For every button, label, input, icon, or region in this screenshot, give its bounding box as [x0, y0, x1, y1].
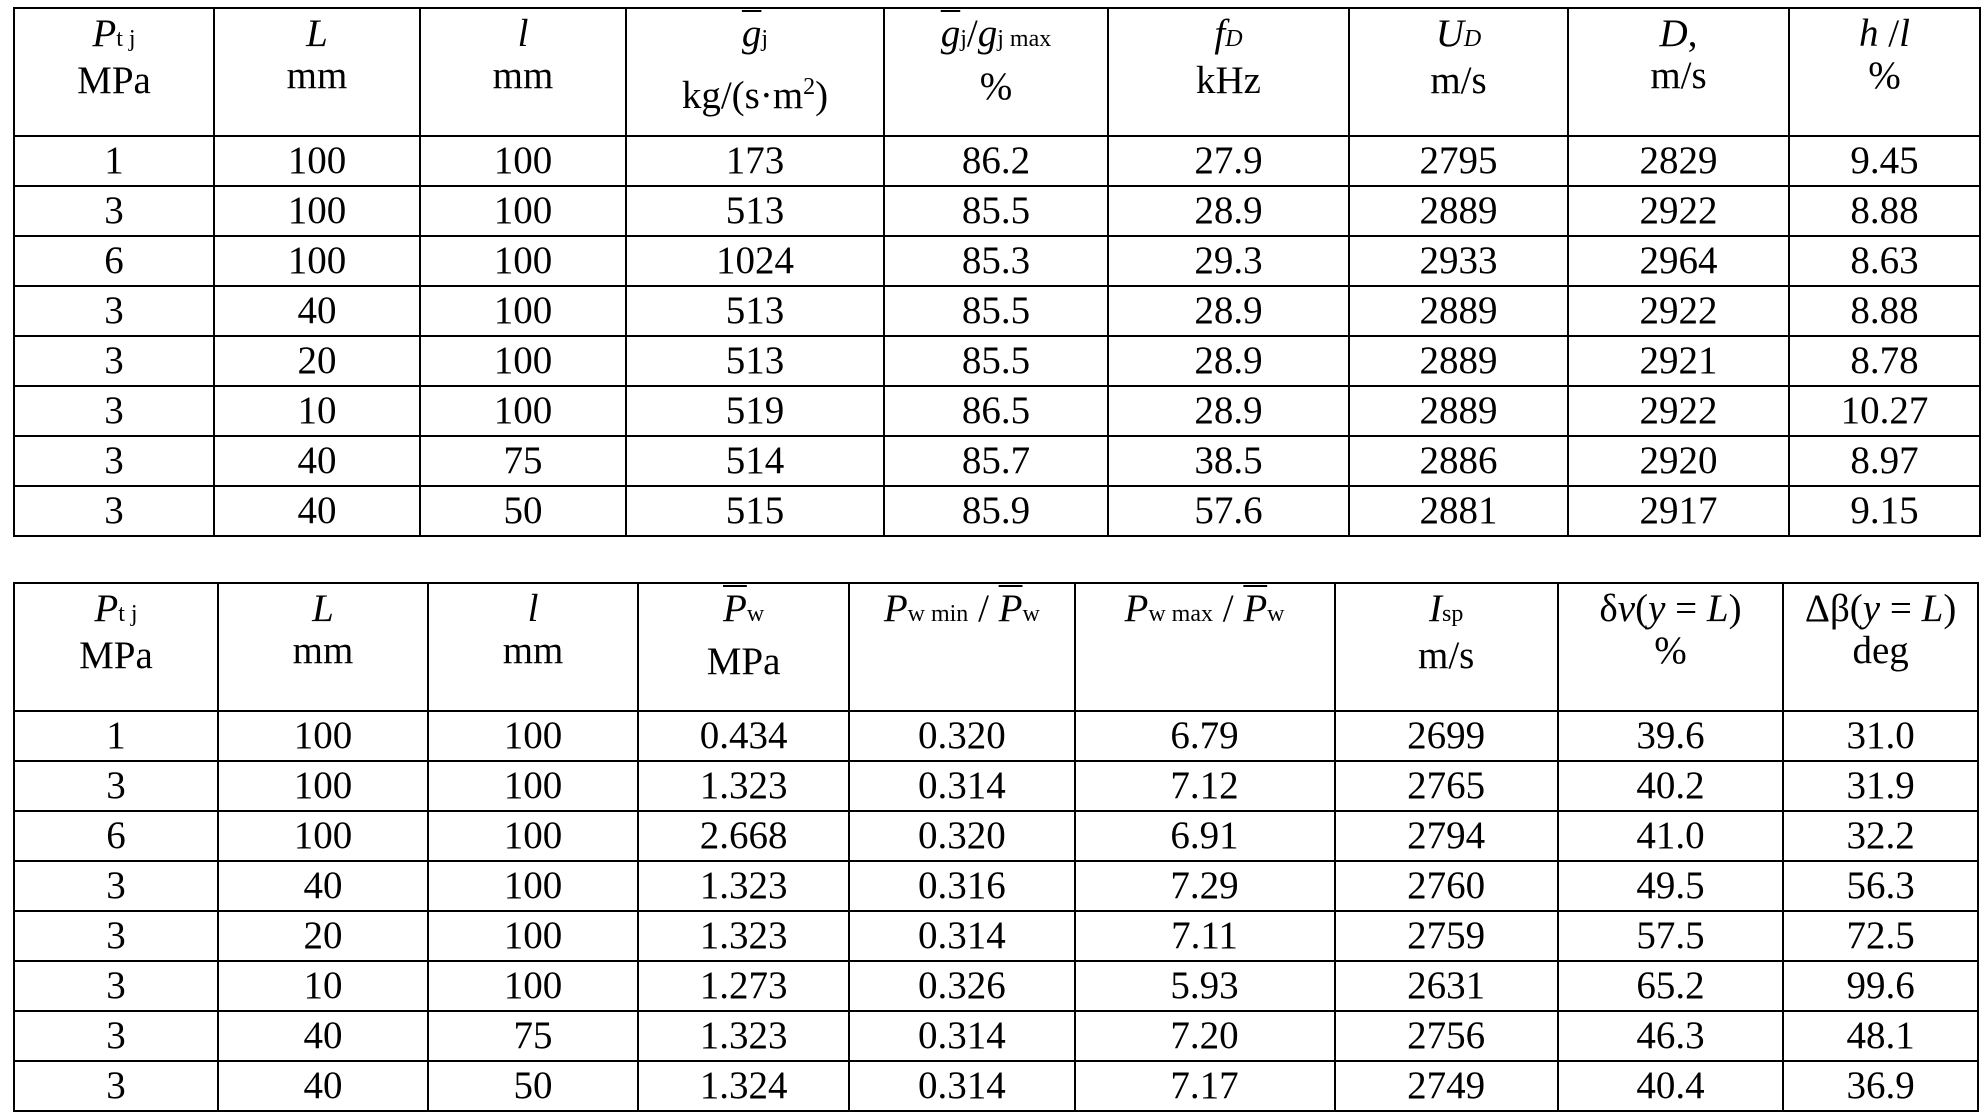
table-cell: 2922 — [1568, 286, 1789, 336]
table-cell: 3 — [14, 1011, 218, 1061]
table-cell: 8.97 — [1789, 436, 1980, 486]
table-row — [14, 711, 1978, 761]
table-cell: 100 — [428, 961, 638, 1011]
header-flux-ratio: $\overline{g}j/gj$ max % — [884, 8, 1108, 136]
table-cell: 6.91 — [1075, 811, 1335, 861]
table-row — [14, 811, 1978, 861]
table-cell: 20 — [214, 336, 420, 386]
table-cell: 100 — [420, 186, 626, 236]
table-cell: 85.5 — [884, 286, 1108, 336]
header-specific-impulse: Isp m/s — [1335, 583, 1558, 711]
table-cell: 0.314 — [849, 761, 1074, 811]
table-row — [14, 1061, 1978, 1111]
table-cell: 48.1 — [1783, 1011, 1978, 1061]
table-cell: 20 — [218, 911, 428, 961]
table-cell: 7.12 — [1075, 761, 1335, 811]
table-cell: 75 — [428, 1011, 638, 1061]
table-cell: 10 — [214, 386, 420, 436]
table-cell: 2760 — [1335, 861, 1558, 911]
table-cell: 2889 — [1349, 186, 1568, 236]
table-cell: 40 — [218, 861, 428, 911]
table-cell: 100 — [214, 186, 420, 236]
table-cell: 3 — [14, 761, 218, 811]
table-cell: 72.5 — [1783, 911, 1978, 961]
table-cell: 56.3 — [1783, 861, 1978, 911]
table-cell: 41.0 — [1558, 811, 1783, 861]
table-cell: 2759 — [1335, 911, 1558, 961]
table-cell: 40 — [218, 1011, 428, 1061]
table-cell: 100 — [214, 136, 420, 186]
table-cell: 3 — [14, 961, 218, 1011]
results-table-1 — [13, 7, 1981, 537]
table-cell: 100 — [420, 136, 626, 186]
table-cell: 7.20 — [1075, 1011, 1335, 1061]
table-cell: 85.7 — [884, 436, 1108, 486]
table-cell: 6.79 — [1075, 711, 1335, 761]
table-cell: 2889 — [1349, 386, 1568, 436]
table-cell: 2922 — [1568, 186, 1789, 236]
table-cell: 2699 — [1335, 711, 1558, 761]
table-cell: 85.3 — [884, 236, 1108, 286]
table-row — [14, 436, 1980, 486]
table-cell: 2829 — [1568, 136, 1789, 186]
table-cell: 2920 — [1568, 436, 1789, 486]
table-cell: 100 — [420, 386, 626, 436]
table-cell: 86.2 — [884, 136, 1108, 186]
table-row — [14, 336, 1980, 386]
header-mean-wall-pressure: $\overline{P}w$ MPa — [638, 583, 849, 711]
table-cell: 65.2 — [1558, 961, 1783, 1011]
table-cell: 2749 — [1335, 1061, 1558, 1111]
table-cell: 10 — [218, 961, 428, 1011]
table-cell: 2933 — [1349, 236, 1568, 286]
table-cell: 2917 — [1568, 486, 1789, 536]
table-cell: 50 — [428, 1061, 638, 1111]
table-cell: 100 — [428, 811, 638, 861]
header-detonation-velocity: UD m/s — [1349, 8, 1568, 136]
table-header-row — [14, 8, 1980, 136]
table-cell: 2889 — [1349, 286, 1568, 336]
table-cell: 3 — [14, 286, 214, 336]
table-cell: 0.320 — [849, 811, 1074, 861]
table-cell: 1.273 — [638, 961, 849, 1011]
table-cell: 39.6 — [1558, 711, 1783, 761]
table-row — [14, 761, 1978, 811]
table-cell: 28.9 — [1108, 336, 1349, 386]
table-cell: 0.314 — [849, 911, 1074, 961]
table-cell: 8.88 — [1789, 186, 1980, 236]
table-row — [14, 911, 1978, 961]
table-cell: 100 — [218, 761, 428, 811]
table-cell: 8.88 — [1789, 286, 1980, 336]
table-cell: 2964 — [1568, 236, 1789, 286]
header-pressure: Pt j MPa — [14, 8, 214, 136]
table-cell: 3 — [14, 386, 214, 436]
table-cell: 100 — [420, 236, 626, 286]
table-cell: 40 — [214, 436, 420, 486]
table-cell: 86.5 — [884, 386, 1108, 436]
table-cell: 100 — [428, 711, 638, 761]
table-cell: 57.5 — [1558, 911, 1783, 961]
table-cell: 100 — [428, 761, 638, 811]
table-cell: 28.9 — [1108, 286, 1349, 336]
table-cell: 3 — [14, 1061, 218, 1111]
table-cell: 0.434 — [638, 711, 849, 761]
header-cj-velocity: D, m/s — [1568, 8, 1789, 136]
table-row — [14, 236, 1980, 286]
table-row — [14, 386, 1980, 436]
table-cell: 2886 — [1349, 436, 1568, 486]
table-cell: 0.320 — [849, 711, 1074, 761]
table-cell: 2631 — [1335, 961, 1558, 1011]
table-cell: 1.323 — [638, 911, 849, 961]
table-cell: 513 — [626, 286, 884, 336]
table-cell: 100 — [420, 286, 626, 336]
table-cell: 100 — [428, 911, 638, 961]
table-1-body — [14, 136, 1980, 536]
table-cell: 0.326 — [849, 961, 1074, 1011]
table-cell: 3 — [14, 436, 214, 486]
table-cell: 40 — [218, 1061, 428, 1111]
table-cell: 2889 — [1349, 336, 1568, 386]
header-height-ratio: h /l % — [1789, 8, 1980, 136]
table-cell: 3 — [14, 186, 214, 236]
table-cell: 3 — [14, 486, 214, 536]
table-cell: 0.314 — [849, 1061, 1074, 1111]
table-cell: 10.27 — [1789, 386, 1980, 436]
table-cell: 2794 — [1335, 811, 1558, 861]
table-cell: 2921 — [1568, 336, 1789, 386]
table-cell: 36.9 — [1783, 1061, 1978, 1111]
table-cell: 1.323 — [638, 761, 849, 811]
header-flow-angle: Δβ(y = L) deg — [1783, 583, 1978, 711]
table-cell: 100 — [214, 236, 420, 286]
header-max-pressure-ratio: Pw max / $\overline{P}w$ — [1075, 583, 1335, 711]
table-cell: 100 — [420, 336, 626, 386]
table-cell: 9.15 — [1789, 486, 1980, 536]
table-cell: 1.324 — [638, 1061, 849, 1111]
table-row — [14, 961, 1978, 1011]
table-cell: 38.5 — [1108, 436, 1349, 486]
table-cell: 6 — [14, 811, 218, 861]
table-cell: 40.2 — [1558, 761, 1783, 811]
table-cell: 100 — [218, 711, 428, 761]
table-cell: 100 — [218, 811, 428, 861]
table-cell: 2765 — [1335, 761, 1558, 811]
table-cell: 519 — [626, 386, 884, 436]
table-cell: 100 — [428, 861, 638, 911]
table-cell: 6 — [14, 236, 214, 286]
table-2-body — [14, 711, 1978, 1111]
table-cell: 46.3 — [1558, 1011, 1783, 1061]
table-cell: 0.316 — [849, 861, 1074, 911]
table-cell: 1 — [14, 136, 214, 186]
table-row — [14, 186, 1980, 236]
table-cell: 27.9 — [1108, 136, 1349, 186]
table-cell: 7.29 — [1075, 861, 1335, 911]
table-header-row — [14, 583, 1978, 711]
table-cell: 2.668 — [638, 811, 849, 861]
table-cell: 40 — [214, 486, 420, 536]
table-cell: 8.78 — [1789, 336, 1980, 386]
table-cell: 40 — [214, 286, 420, 336]
table-row — [14, 1011, 1978, 1061]
table-cell: 49.5 — [1558, 861, 1783, 911]
table-cell: 57.6 — [1108, 486, 1349, 536]
header-nozzle-length: l mm — [420, 8, 626, 136]
table-row — [14, 286, 1980, 336]
table-cell: 515 — [626, 486, 884, 536]
table-cell: 85.9 — [884, 486, 1108, 536]
table-cell: 514 — [626, 436, 884, 486]
table-row — [14, 861, 1978, 911]
table-cell: 3 — [14, 336, 214, 386]
table-cell: 85.5 — [884, 186, 1108, 236]
table-cell: 40.4 — [1558, 1061, 1783, 1111]
table-cell: 1024 — [626, 236, 884, 286]
results-table-2 — [13, 582, 1979, 1112]
table-cell: 50 — [420, 486, 626, 536]
table-cell: 0.314 — [849, 1011, 1074, 1061]
table-cell: 513 — [626, 336, 884, 386]
table-cell: 7.17 — [1075, 1061, 1335, 1111]
table-cell: 1.323 — [638, 1011, 849, 1061]
header-min-pressure-ratio: Pw min / $\overline{P}w$ — [849, 583, 1074, 711]
table-cell: 2795 — [1349, 136, 1568, 186]
header-frequency: fD kHz — [1108, 8, 1349, 136]
header-nozzle-length: l mm — [428, 583, 638, 711]
table-cell: 75 — [420, 436, 626, 486]
header-chamber-length: L mm — [218, 583, 428, 711]
table-cell: 3 — [14, 861, 218, 911]
table-cell: 173 — [626, 136, 884, 186]
table-cell: 99.6 — [1783, 961, 1978, 1011]
header-mass-flux: $\overline{g}j$ $kg/(s\cdot m^2)$ — [626, 8, 884, 136]
table-cell: 2922 — [1568, 386, 1789, 436]
table-row — [14, 486, 1980, 536]
table-cell: 3 — [14, 911, 218, 961]
table-cell: 29.3 — [1108, 236, 1349, 286]
table-cell: 31.0 — [1783, 711, 1978, 761]
header-velocity-deviation: δv(y = L) % — [1558, 583, 1783, 711]
table-cell: 32.2 — [1783, 811, 1978, 861]
table-cell: 7.11 — [1075, 911, 1335, 961]
table-cell: 2881 — [1349, 486, 1568, 536]
table-cell: 1.323 — [638, 861, 849, 911]
table-cell: 2756 — [1335, 1011, 1558, 1061]
table-cell: 28.9 — [1108, 186, 1349, 236]
header-pressure: Pt j MPa — [14, 583, 218, 711]
table-cell: 5.93 — [1075, 961, 1335, 1011]
table-cell: 8.63 — [1789, 236, 1980, 286]
table-cell: 9.45 — [1789, 136, 1980, 186]
table-cell: 1 — [14, 711, 218, 761]
table-cell: 28.9 — [1108, 386, 1349, 436]
table-cell: 85.5 — [884, 336, 1108, 386]
table-cell: 513 — [626, 186, 884, 236]
table-row — [14, 136, 1980, 186]
header-chamber-length: L mm — [214, 8, 420, 136]
table-cell: 31.9 — [1783, 761, 1978, 811]
